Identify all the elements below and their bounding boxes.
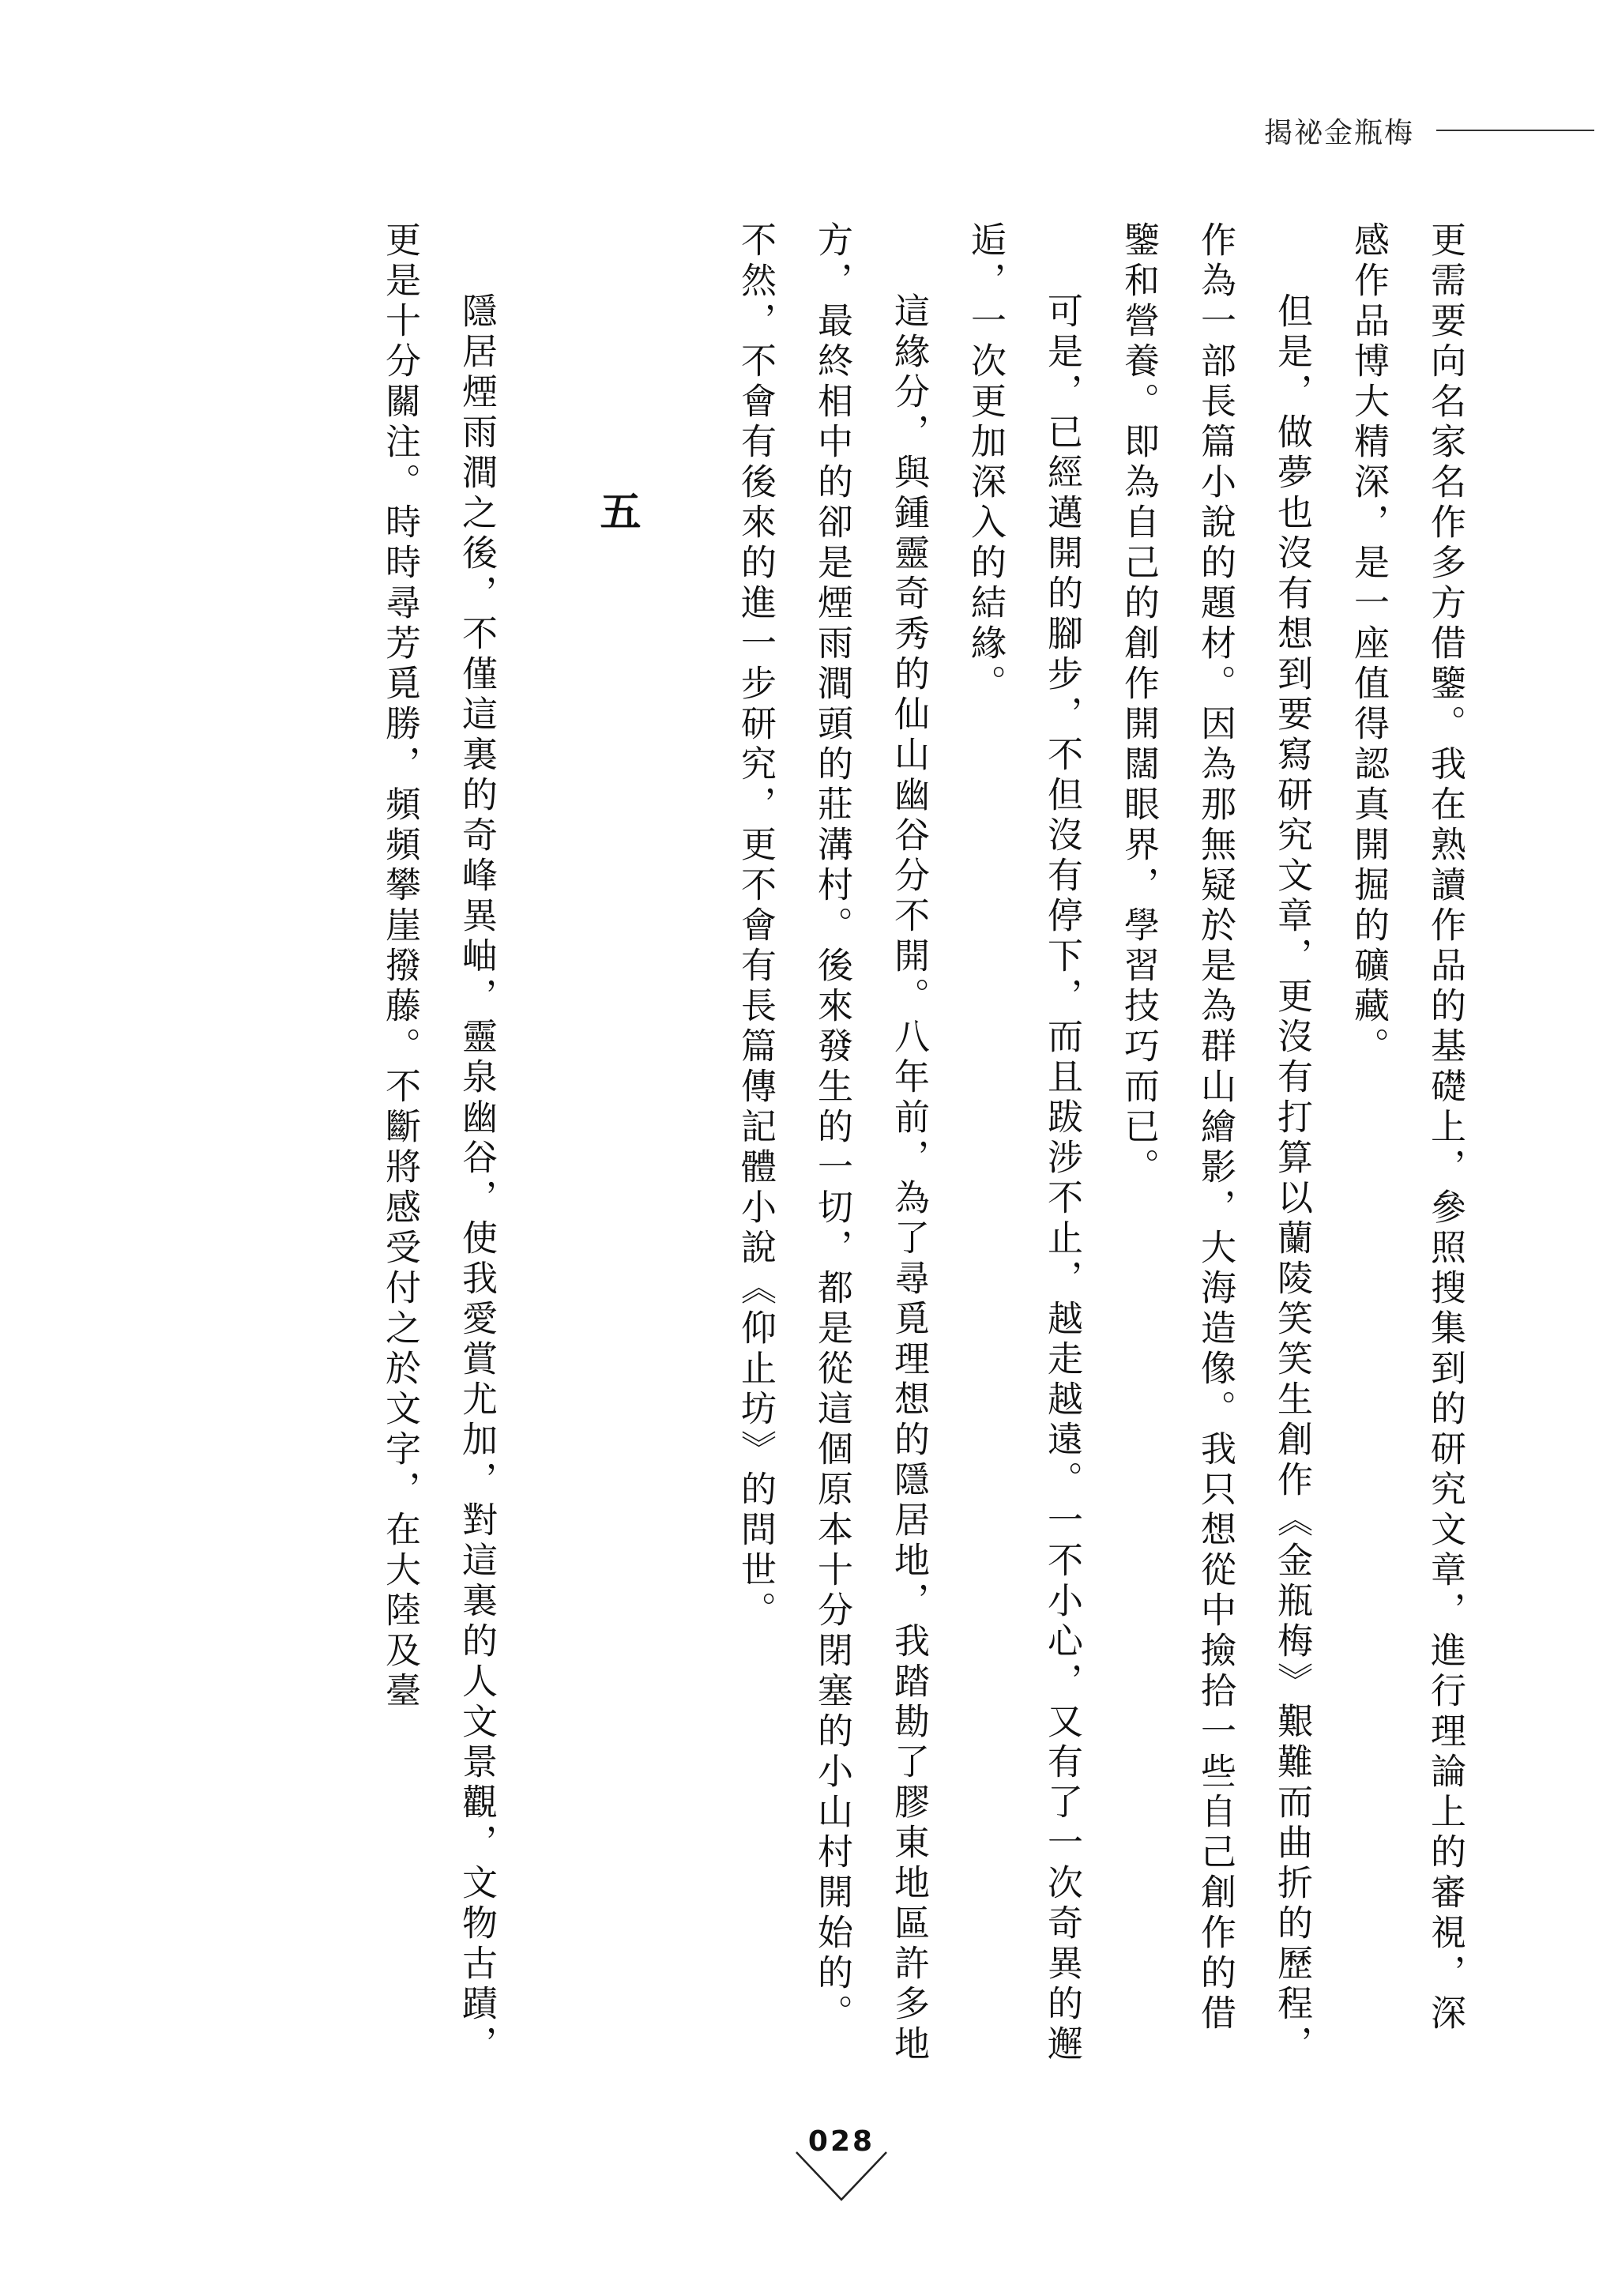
paragraph-1: 更需要向名家名作多方借鑒。我在熟讀作品的基礎上，參照搜集到的研究文章，進行理論上的審視，深感作品博大精深，是一座值得認真開掘的礦藏。 bbox=[1348, 221, 1466, 2034]
paragraph-2: 但是，做夢也沒有想到要寫研究文章，更沒有打算以蘭陵笑笑生創作《金瓶梅》艱難而曲折的歷程，作為一部長篇小說的題材。因為那無疑於是為群山繪影，大海造像。我只想從中撿拾一些自己創作的借鑒和營養。即為自己的創作開闊眼界，學習技巧而已。 bbox=[1118, 221, 1313, 2065]
section-heading: 五 bbox=[593, 490, 641, 531]
page-footer bbox=[790, 2125, 893, 2228]
page-number: 028 bbox=[807, 2125, 875, 2158]
book-title: 揭祕金瓶梅 bbox=[1263, 116, 1414, 149]
paragraph-5: 隱居煙雨澗之後，不僅這裏的奇峰異岫，靈泉幽谷，使我愛賞尤加，對這裏的人文景觀，文物古蹟，更是十分關注。時時尋芳覓勝，頻頻攀崖撥藤。不斷將感受付之於文字，在大陸及臺 bbox=[379, 221, 498, 2065]
paragraph-3: 可是，已經邁開的腳步，不但沒有停下，而且跋涉不止，越走越遠。一不小心，又有了一次奇異的邂逅，一次更加深入的結緣。 bbox=[965, 221, 1083, 2065]
vertical-body-text bbox=[243, 221, 1484, 2070]
header-rule bbox=[1436, 130, 1594, 131]
paragraph-4: 這緣分，與鍾靈奇秀的仙山幽谷分不開。八年前，為了尋覓理想的隱居地，我踏勘了膠東地區許多地方，最終相中的卻是煙雨澗頭的莊溝村。後來發生的一切，都是從這個原本十分閉塞的小山村開始的。不然，不會有後來的進一步研究，更不會有長篇傳記體小說《仰止坊》的問世。 bbox=[735, 221, 930, 2065]
running-header bbox=[1264, 107, 1594, 154]
